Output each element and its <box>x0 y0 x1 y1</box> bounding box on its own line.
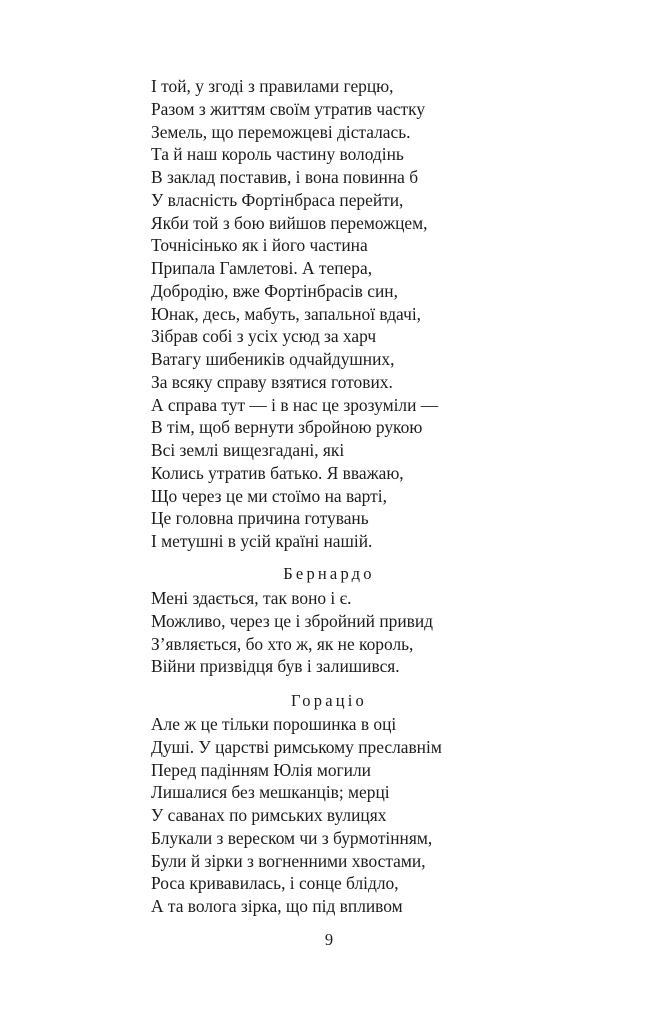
verse-line: Ватагу шибеників одчайдушних, <box>151 349 395 369</box>
verse-line: Це головна причина готувань <box>151 508 369 529</box>
speaker-name-bernardo: Бернардо <box>283 564 375 583</box>
verse-line: Точнісінько як і його частина <box>151 235 368 256</box>
verse-line: Можливо, через це і збройний привид <box>151 610 433 631</box>
verse-line: Мені здається, так воно і є. <box>151 588 352 608</box>
verse-passage-2 <box>151 587 591 678</box>
verse-line: Роса кривавилась, і сонце блідло, <box>151 873 399 894</box>
verse-line: В тім, щоб вернути збройною рукою <box>151 417 423 438</box>
verse-passage-1 <box>151 75 591 553</box>
verse-passage-3 <box>151 713 591 918</box>
verse-line: Блукали з вереском чи з бурмотінням, <box>151 827 433 848</box>
verse-line: Добродію, вже Фортінбрасів син, <box>151 280 398 301</box>
verse-line: У саванах по римських вулицях <box>151 805 387 825</box>
verse-line: Були й зірки з вогненними хвостами, <box>151 850 426 871</box>
verse-line: Душі. У царстві римському преславнім <box>151 736 442 757</box>
verse-line: Та й наш король частину володінь <box>151 144 404 165</box>
verse-line: Припала Гамлетові. А тепера, <box>151 258 373 278</box>
verse-line: В заклад поставив, і вона повинна б <box>151 167 419 187</box>
verse-line: У власність Фортінбраса перейти, <box>151 189 404 210</box>
verse-line: Всі землі вищезгадані, які <box>151 440 345 460</box>
verse-line: Але ж це тільки порошинка в оці <box>151 714 397 734</box>
verse-line: Земель, що переможцеві дісталась. <box>151 121 411 142</box>
verse-line: Якби той з бою вийшов переможцем, <box>151 212 428 233</box>
verse-line: Разом з життям своїм утратив частку <box>151 98 426 119</box>
verse-line: І метушні в усій країні нашій. <box>151 531 373 551</box>
verse-line: З’являється, бо хто ж, як не король, <box>151 633 414 654</box>
verse-line: Перед падінням Юлія могили <box>151 759 371 780</box>
verse-line: Зібрав собі з усіх усюд за харч <box>151 326 377 347</box>
verse-line: А справа тут — і в нас це зрозуміли — <box>151 394 439 415</box>
speaker-name-horatio: Горацiо <box>291 691 367 710</box>
verse-line: Війни призвідця був і залишився. <box>151 656 400 677</box>
verse-line: Юнак, десь, мабуть, запальної вдачі, <box>151 303 422 324</box>
verse-line: І той, у згоді з правилами герцю, <box>151 76 394 96</box>
page-number: 9 <box>324 930 334 949</box>
verse-line: Колись утратив батько. Я вважаю, <box>151 462 404 483</box>
verse-line: За всяку справу взятися готових. <box>151 371 393 392</box>
verse-line: Лишалися без мешканців; мерці <box>151 782 390 803</box>
verse-line: А та волога зірка, що під впливом <box>151 896 403 916</box>
verse-line: Що через це ми стоїмо на варті, <box>151 485 387 506</box>
